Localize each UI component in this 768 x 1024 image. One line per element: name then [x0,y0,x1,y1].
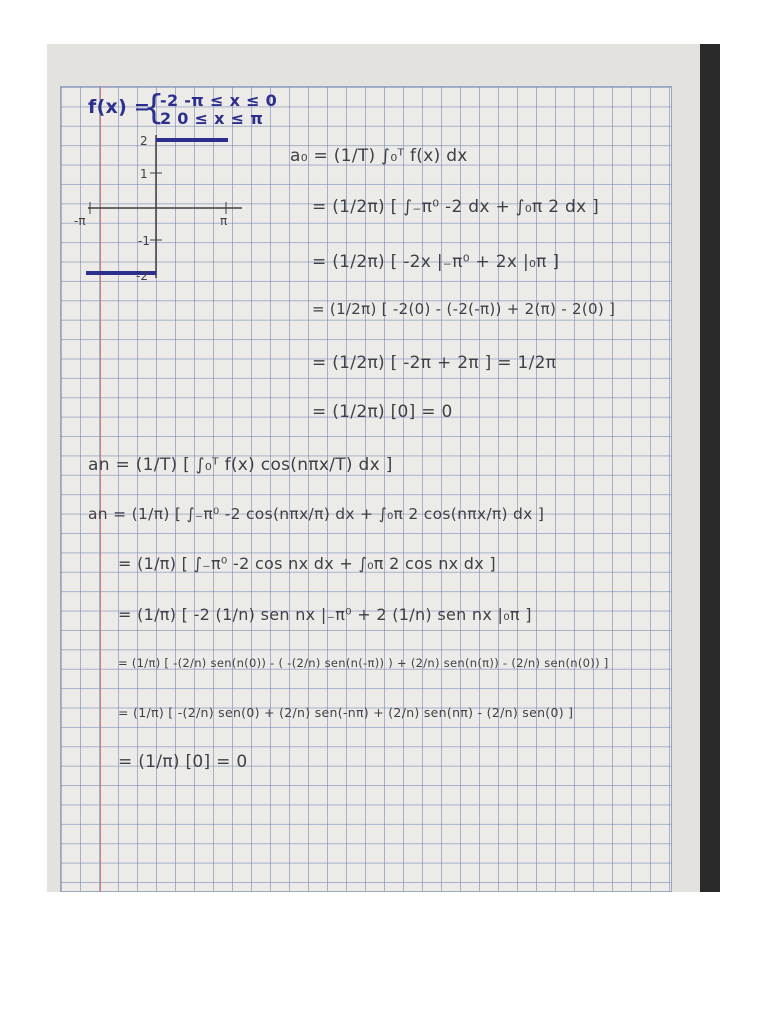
a0-line-4: = (1/2π) [ -2(0) - (-2(-π)) + 2(π) - 2(0) ] [312,300,616,318]
a0-line-2: = (1/2π) [ ∫₋π⁰ -2 dx + ∫₀π 2 dx ] [312,197,600,217]
y-tick-label-2: 2 [140,134,148,148]
a0-line-3: = (1/2π) [ -2x |₋π⁰ + 2x |₀π ] [312,252,560,272]
a0-line-1: a₀ = (1/T) ∫₀ᵀ f(x) dx [290,146,468,166]
function-case-1: -2 -π ≤ x ≤ 0 [160,91,278,110]
brace-symbol: { [143,88,165,128]
an-line-6: = (1/π) [ -(2/n) sen(0) + (2/n) sen(-nπ) + (2/n) sen(nπ) - (2/n) sen(0) ] [118,705,574,720]
an-line-2: an = (1/π) [ ∫₋π⁰ -2 cos(nπx/π) dx + ∫₀π 2 cos(nπx/π) dx ] [88,505,545,523]
y-tick-label-1: 1 [140,167,148,181]
y-tick-label-neg2: -2 [136,269,148,283]
an-line-4: = (1/π) [ -2 (1/n) sen nx |₋π⁰ + 2 (1/n) sen nx |₀π ] [118,605,532,624]
an-line-3: = (1/π) [ ∫₋π⁰ -2 cos nx dx + ∫₀π 2 cos nx dx ] [118,554,496,573]
y-tick-label-neg1: -1 [138,234,150,248]
x-tick-label-pi: π [220,214,228,228]
x-tick-label-negpi: -π [74,214,86,228]
an-line-5: = (1/π) [ -(2/n) sen(n(0)) - ( -(2/n) sen(n(-π)) ) + (2/n) sen(n(π)) - (2/n) sen(n(0)) ] [118,656,609,670]
function-graph [70,130,260,290]
photo-edge-shadow [700,44,720,892]
an-line-1: an = (1/T) [ ∫₀ᵀ f(x) cos(nπx/T) dx ] [88,455,393,475]
function-lhs: f(x) = [88,96,151,118]
function-case-2: 2 0 ≤ x ≤ π [160,109,264,128]
an-line-7: = (1/π) [0] = 0 [118,752,248,772]
a0-line-5: = (1/2π) [ -2π + 2π ] = 1/2π [312,353,557,373]
a0-line-6: = (1/2π) [0] = 0 [312,402,453,422]
